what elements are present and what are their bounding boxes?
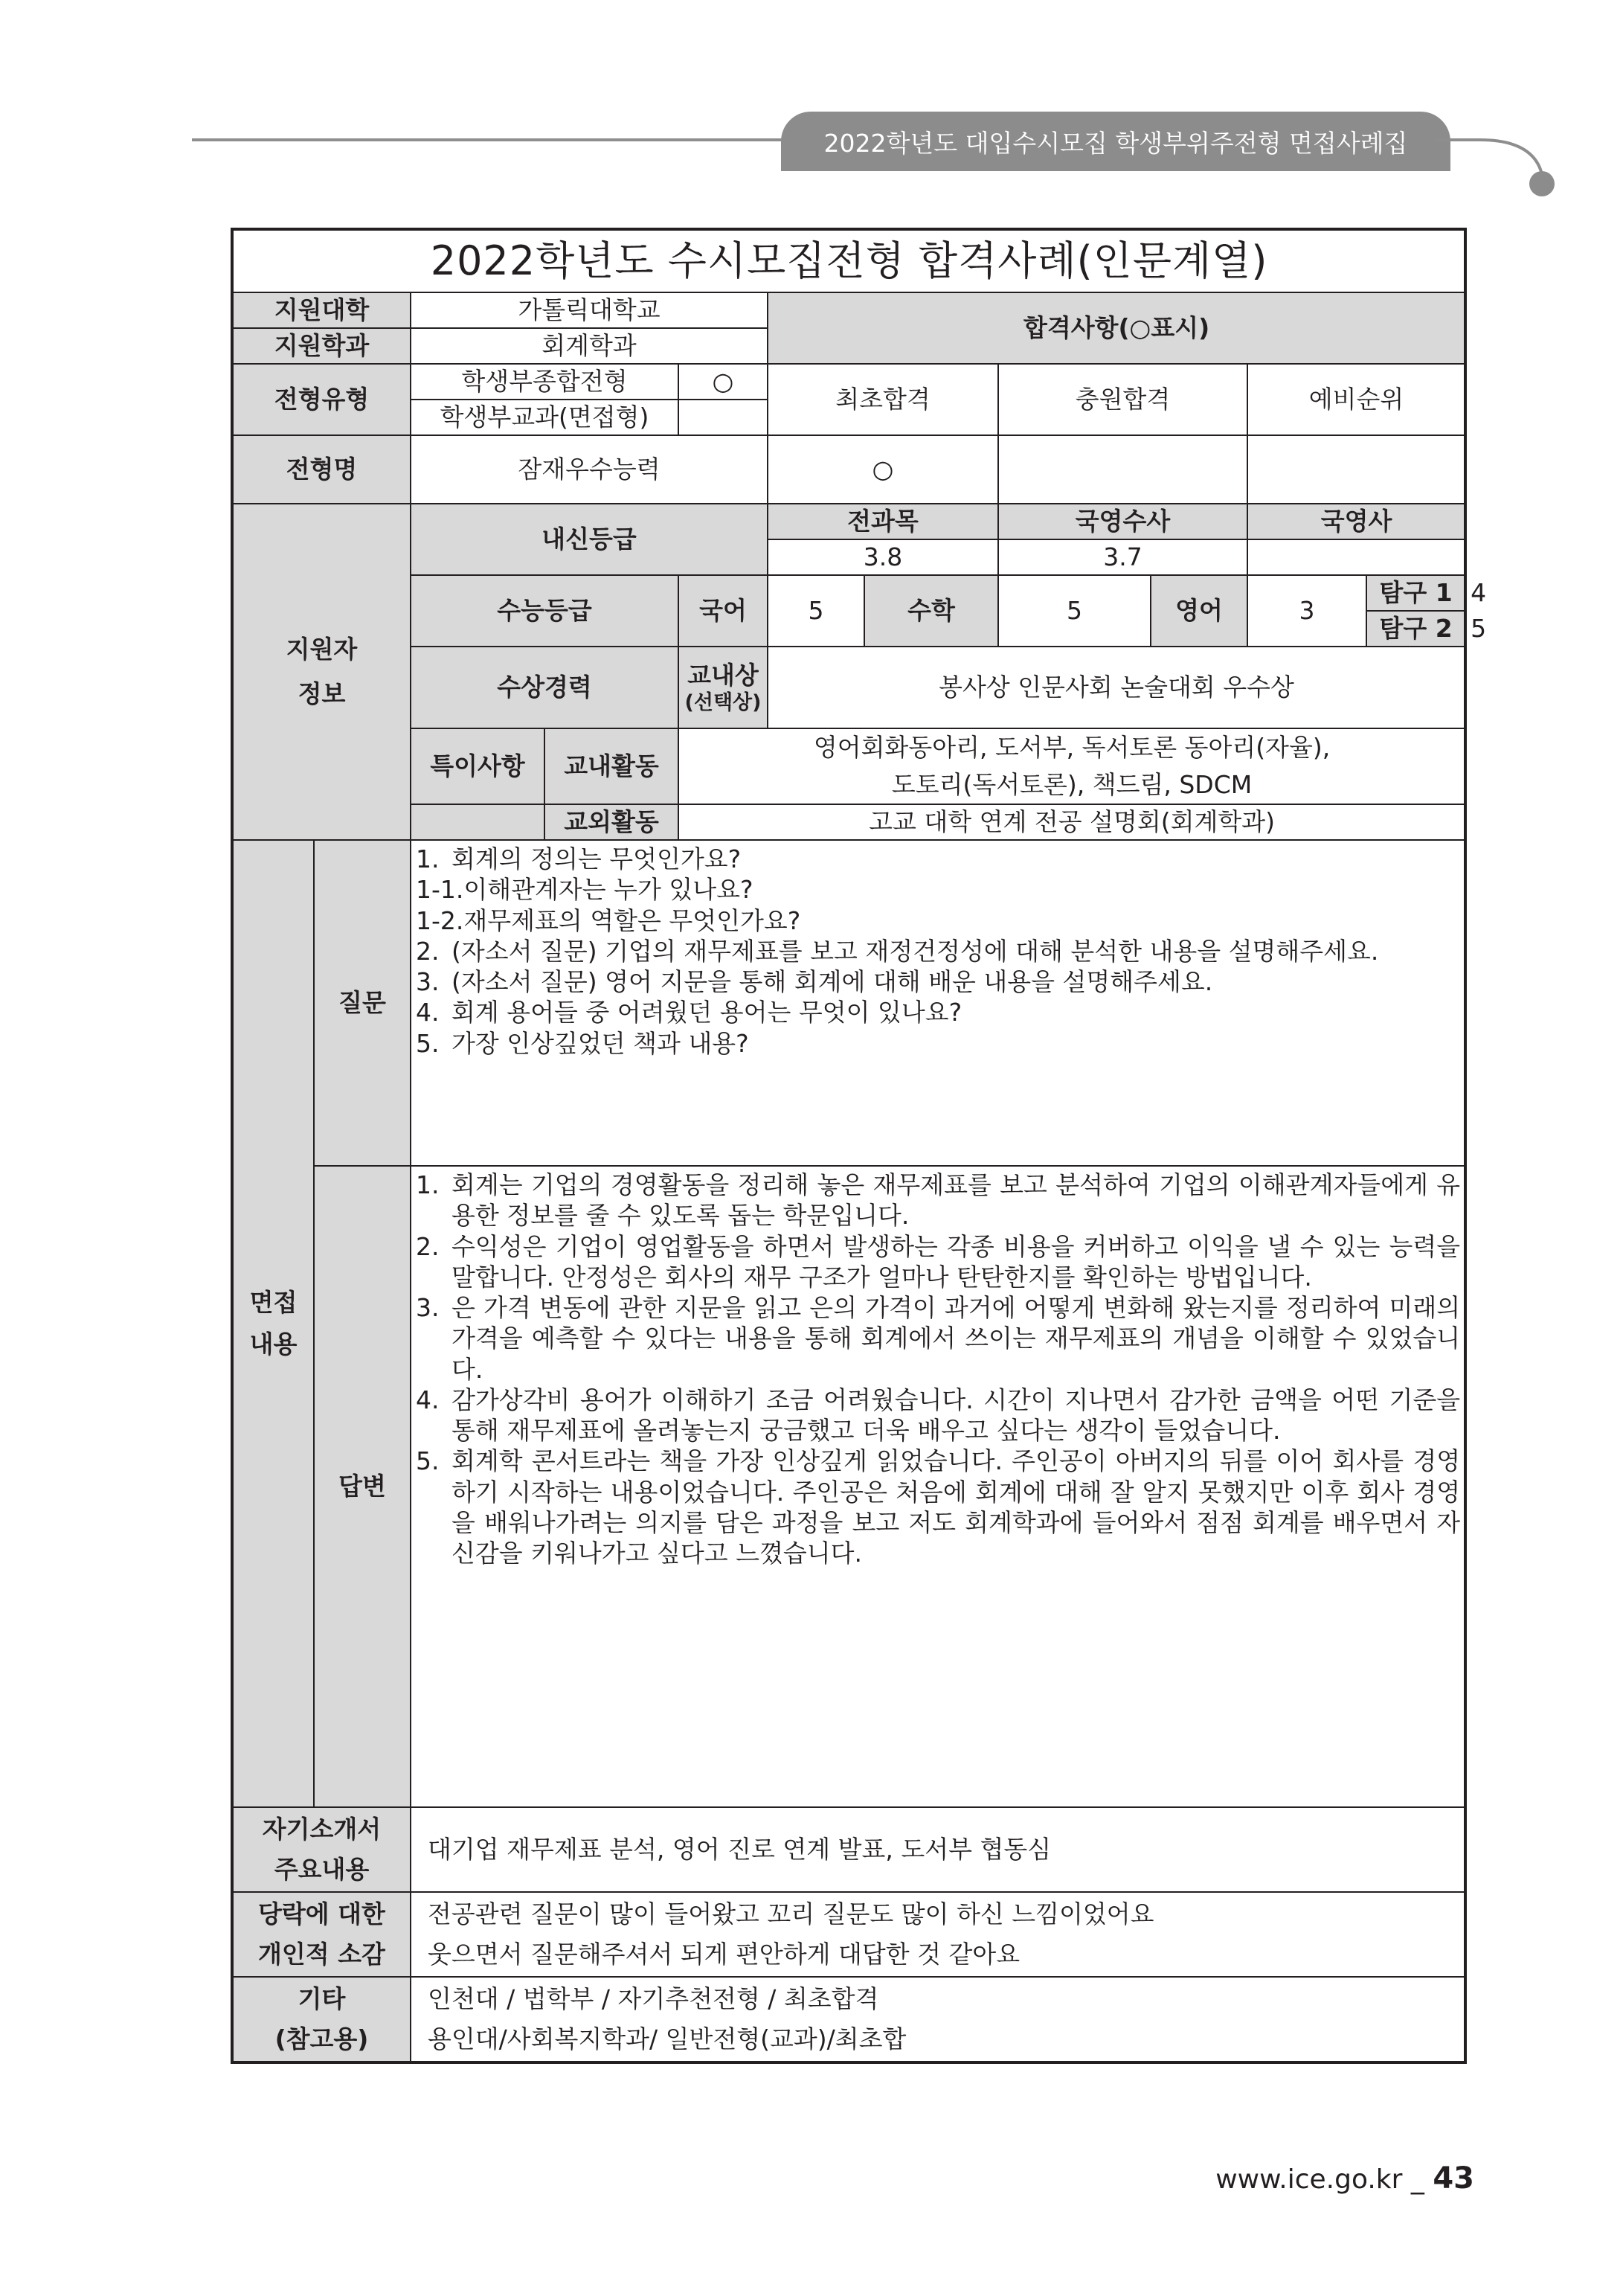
impression-value (411, 1892, 1465, 1977)
grade-col-kems: 국영수사 (998, 504, 1247, 539)
answer-label: 답변 (314, 1166, 411, 1807)
impression-label-1: 당락에 대한 (258, 1899, 385, 1928)
question-text: 이해관계자는 누가 있나요? (463, 875, 753, 905)
in-school-line-2: 도토리(독서토론), 책드림, SDCM (891, 770, 1253, 799)
type-option-1: 학생부종합전형 (411, 364, 678, 400)
question-num: 1-2. (416, 905, 464, 935)
answer-num: 5. (416, 1446, 440, 1476)
impression-line-2: 웃으면서 질문해주셔서 되게 편안하게 대답한 것 같아요 (428, 1940, 1021, 1969)
grades-label: 내신등급 (411, 504, 768, 575)
question-num: 4. (416, 998, 440, 1027)
answer-num: 4. (416, 1385, 440, 1414)
impression-label (232, 1892, 411, 1977)
tamgu1-label: 탐구 1 (1366, 575, 1465, 611)
question-item (416, 936, 1460, 966)
interview-label (232, 840, 314, 1807)
question-item (416, 1028, 1460, 1059)
case-table: 2022학년도 수시모집전형 합격사례(인문계열) 지원대학 가톨릭대학교 합격사항(○표시) 지원학과 회계학과 전형유형 학생부종합전형 ○ 최초합격 충원합격 예비순위 학생부교과(면접형) 전형명 잠재우수능력 ○ 지원자 정보 내신등급 전과목 국영수사 국영사 3.8 3.7 수능등급 국어 5 수학 5 영어 3 탐구 1 4 탐구 2 5 수상경력 교내상 (선택상) 봉사상 인문사회 논술대회 우수상 특이사항 교내활동 영어회화동아리, 도서부, 독서토론 동아리(자율), 도토리(독서토론), 책드림, SDCM 교외활동 고교 대학 연계 전공 설명회(회계학과) 면접 내용 질문 1. 회계의 정의는 무엇인가요? 1-1. 이해관계자는 누가 있나요? 1-2. 재무제표의 역할은 무엇인가요? 2. (자소서 질문) 기업의 재무제표를 보고 재정건정성에 대해 분석한 내용을 설명해주세요. 3. (자소서 질문) 영어 지문을 통해 회계에 대해 배운 내용을 설명해주세요. 4. 회계 용어들 중 어려웠던 용어는 무엇이 있나요? 5. 가장 인상깊었던 책과 내용? 답변 1. 회계는 기업의 경영활동을 정리해 놓은 재무제표를 보고 분석하여 기업의 이해관계자들에게 유용한 정보를 줄 수 있도록 돕는 학문입니다. 2. 수익성은 기업이 영업활동을 하면서 발생하는 각종 비용을 커버하고 이익을 낼 수 있는 능력을 말합니다. 안정성은 회사의 재무 구조가 얼마나 탄탄한지를 확인하는 방법입니다. 3. 은 가격 변동에 관한 지문을 읽고 은의 가격이 과거에 어떻게 변화해 왔는지를 정리하여 미래의 가격을 예측할 수 있다는 내용을 통해 회계에서 쓰이는 재무제표의 개념을 이해할 수 있었습니다. 4. 감가상각비 용어가 이해하기 조금 어려웠습니다. 시간이 지나면서 감가한 금액을 어떤 기준을 통해 재무제표에 올려놓는지 궁금했고 더욱 배우고 싶다는 생각이 들었습니다. 5. 회계학 콘서트라는 책을 가장 인상깊게 읽었습니다. 주인공이 아버지의 뒤를 이어 회사를 경영하기 시작하는 내용이었습니다. 주인공은 처음에 회계에 대해 잘 알지 못했지만 이후 회사 경영을 배워나가려는 의지를 담은 과정을 보고 저도 회계학과에 들어와서 점점 회계를 배우면서 자신감을 키워나가고 싶다고 느꼈습니다. 자기소개서 주요내용 대기업 재무제표 분석, 영어 진로 연계 발표, 도서부 협동심 당락에 대한 개인적 소감 전공관련 질문이 많이 들어왔고 꼬리 질문도 많이 하신 느낌이었어요 웃으면서 질문해주셔서 되게 편안하게 대답한 것 같아요 기타 (참고용) 인천대 / 법학부 / 자기추천전형 / 최초합격 용인대/사회복지학과/ 일반전형(교과)/최초합 (231, 228, 1467, 2064)
page-number: 43 (1433, 2161, 1474, 2196)
essay-label (232, 1807, 411, 1892)
track-name-value: 잠재우수능력 (411, 435, 768, 504)
tamgu2-label: 탐구 2 (1366, 611, 1465, 647)
page-footer (1215, 2161, 1474, 2196)
essay-label-1: 자기소개서 (262, 1815, 382, 1844)
question-item (416, 874, 1460, 905)
result-col-first: 최초합격 (768, 364, 998, 435)
answer-list (411, 1166, 1465, 1807)
korean-value: 5 (768, 575, 864, 647)
answer-num: 1. (416, 1170, 440, 1199)
award-value: 봉사상 인문사회 논술대회 우수상 (768, 647, 1465, 728)
result-col-waitlist: 예비순위 (1247, 364, 1465, 435)
award-sub-label-text: 교내상 (687, 660, 759, 690)
answer-text: 은 가격 변동에 관한 지문을 읽고 은의 가격이 과거에 어떻게 변화해 왔는지를 정리하여 미래의 가격을 예측할 수 있다는 내용을 통해 회계에서 쓰이는 재무제표의 개념을 이해할 수 있었습니다. (451, 1293, 1461, 1384)
etc-value (411, 1977, 1465, 2062)
question-num: 3. (416, 967, 440, 996)
result-header: 합격사항(○표시) (768, 292, 1465, 364)
special-label: 특이사항 (411, 728, 544, 804)
csat-label: 수능등급 (411, 575, 678, 647)
type-option-2-mark (678, 400, 768, 435)
etc-label-2: (참고용) (274, 2024, 369, 2053)
answer-item (416, 1446, 1460, 1568)
etc-line-2: 용인대/사회복지학과/ 일반전형(교과)/최초합 (428, 2024, 907, 2053)
answer-item (416, 1170, 1460, 1231)
in-school-label: 교내활동 (544, 728, 678, 804)
grade-col-all: 전과목 (768, 504, 998, 539)
award-sub-label (678, 647, 768, 728)
interview-label-2: 내용 (249, 1330, 298, 1359)
page-title: 2022학년도 수시모집전형 합격사례(인문계열) (232, 229, 1465, 292)
question-item (416, 997, 1460, 1027)
grade-col-kes: 국영사 (1247, 504, 1465, 539)
question-num: 5. (416, 1028, 440, 1058)
question-item (416, 905, 1460, 936)
question-text: 재무제표의 역할은 무엇인가요? (463, 905, 801, 935)
grade-val-kes (1247, 539, 1465, 575)
result-mark-added (998, 435, 1247, 504)
applicant-info-label: 지원자 정보 (232, 504, 411, 840)
math-value: 5 (998, 575, 1151, 647)
in-school-line-1: 영어회화동아리, 도서부, 독서토론 동아리(자율), (813, 733, 1331, 762)
interview-case-sheet (231, 228, 1487, 2086)
result-mark-first: ○ (768, 435, 998, 504)
in-school-value (678, 728, 1465, 804)
etc-label (232, 1977, 411, 2062)
question-text: 회계 용어들 중 어려웠던 용어는 무엇이 있나요? (451, 998, 962, 1027)
essay-label-2: 주요내용 (274, 1855, 370, 1884)
answer-item (416, 1292, 1460, 1385)
running-title: 2022학년도 대입수시모집 학생부위주전형 면접사례집 (781, 112, 1450, 171)
grade-val-kems: 3.7 (998, 539, 1247, 575)
footer-site: www.ice.go.kr _ (1215, 2164, 1424, 2195)
etc-line-1: 인천대 / 법학부 / 자기추천전형 / 최초합격 (428, 1984, 879, 2013)
interview-label-1: 면접 (249, 1288, 298, 1317)
answer-num: 3. (416, 1293, 440, 1322)
univ-value: 가톨릭대학교 (411, 292, 768, 328)
special-label-cont (411, 804, 544, 840)
type-option-2: 학생부교과(면접형) (411, 400, 678, 435)
result-col-added: 충원합격 (998, 364, 1247, 435)
english-value: 3 (1247, 575, 1366, 647)
essay-value: 대기업 재무제표 분석, 영어 진로 연계 발표, 도서부 협동심 (411, 1807, 1465, 1892)
answer-text: 회계학 콘서트라는 책을 가장 인상깊게 읽었습니다. 주인공이 아버지의 뒤를 이어 회사를 경영하기 시작하는 내용이었습니다. 주인공은 처음에 회계에 대해 잘 알지 못했지만 이후 회사 경영을 배워나가려는 의지를 담은 과정을 보고 저도 회계학과에 들어와서 점점 회계를 배우면서 자신감을 키워나가고 싶다고 느꼈습니다. (451, 1446, 1461, 1568)
question-num: 2. (416, 936, 440, 966)
track-name-label: 전형명 (232, 435, 411, 504)
univ-label: 지원대학 (232, 292, 411, 328)
type-option-1-mark: ○ (678, 364, 768, 400)
result-mark-waitlist (1247, 435, 1465, 504)
type-label: 전형유형 (232, 364, 411, 435)
question-num: 1. (416, 844, 440, 873)
english-label: 영어 (1151, 575, 1247, 647)
answer-text: 수익성은 기업이 영업활동을 하면서 발생하는 각종 비용을 커버하고 이익을 낼 수 있는 능력을 말합니다. 안정성은 회사의 재무 구조가 얼마나 탄탄한지를 확인하는 방법입니다. (451, 1231, 1461, 1292)
grade-val-all: 3.8 (768, 539, 998, 575)
math-label: 수학 (864, 575, 998, 647)
question-text: (자소서 질문) 기업의 재무제표를 보고 재정건정성에 대해 분석한 내용을 설명해주세요. (451, 936, 1379, 966)
question-item (416, 966, 1460, 997)
header-dot-decoration (1529, 171, 1555, 196)
answer-text: 회계는 기업의 경영활동을 정리해 놓은 재무제표를 보고 분석하여 기업의 이해관계자들에게 유용한 정보를 줄 수 있도록 돕는 학문입니다. (451, 1170, 1461, 1231)
etc-label-1: 기타 (298, 1984, 346, 2013)
impression-line-1: 전공관련 질문이 많이 들어왔고 꼬리 질문도 많이 하신 느낌이었어요 (428, 1899, 1154, 1928)
question-label: 질문 (314, 840, 411, 1166)
answer-item (416, 1385, 1460, 1446)
answer-text: 감가상각비 용어가 이해하기 조금 어려웠습니다. 시간이 지나면서 감가한 금액을 어떤 기준을 통해 재무제표에 올려놓는지 궁금했고 더욱 배우고 싶다는 생각이 들었습니다. (451, 1385, 1461, 1445)
question-num: 1-1. (416, 875, 464, 905)
question-item (416, 844, 1460, 874)
award-label: 수상경력 (411, 647, 678, 728)
award-sub-note: (선택상) (684, 690, 762, 714)
question-text: (자소서 질문) 영어 지문을 통해 회계에 대해 배운 내용을 설명해주세요. (451, 967, 1213, 996)
question-text: 회계의 정의는 무엇인가요? (451, 844, 742, 873)
korean-label: 국어 (678, 575, 768, 647)
question-list (411, 840, 1465, 1166)
dept-label: 지원학과 (232, 328, 411, 364)
answer-num: 2. (416, 1231, 440, 1261)
impression-label-2: 개인적 소감 (258, 1940, 385, 1969)
out-school-value: 고교 대학 연계 전공 설명회(회계학과) (678, 804, 1465, 840)
question-text: 가장 인상깊었던 책과 내용? (451, 1028, 749, 1058)
header-rule (192, 138, 787, 141)
dept-value: 회계학과 (411, 328, 768, 364)
answer-item (416, 1231, 1460, 1293)
out-school-label: 교외활동 (544, 804, 678, 840)
